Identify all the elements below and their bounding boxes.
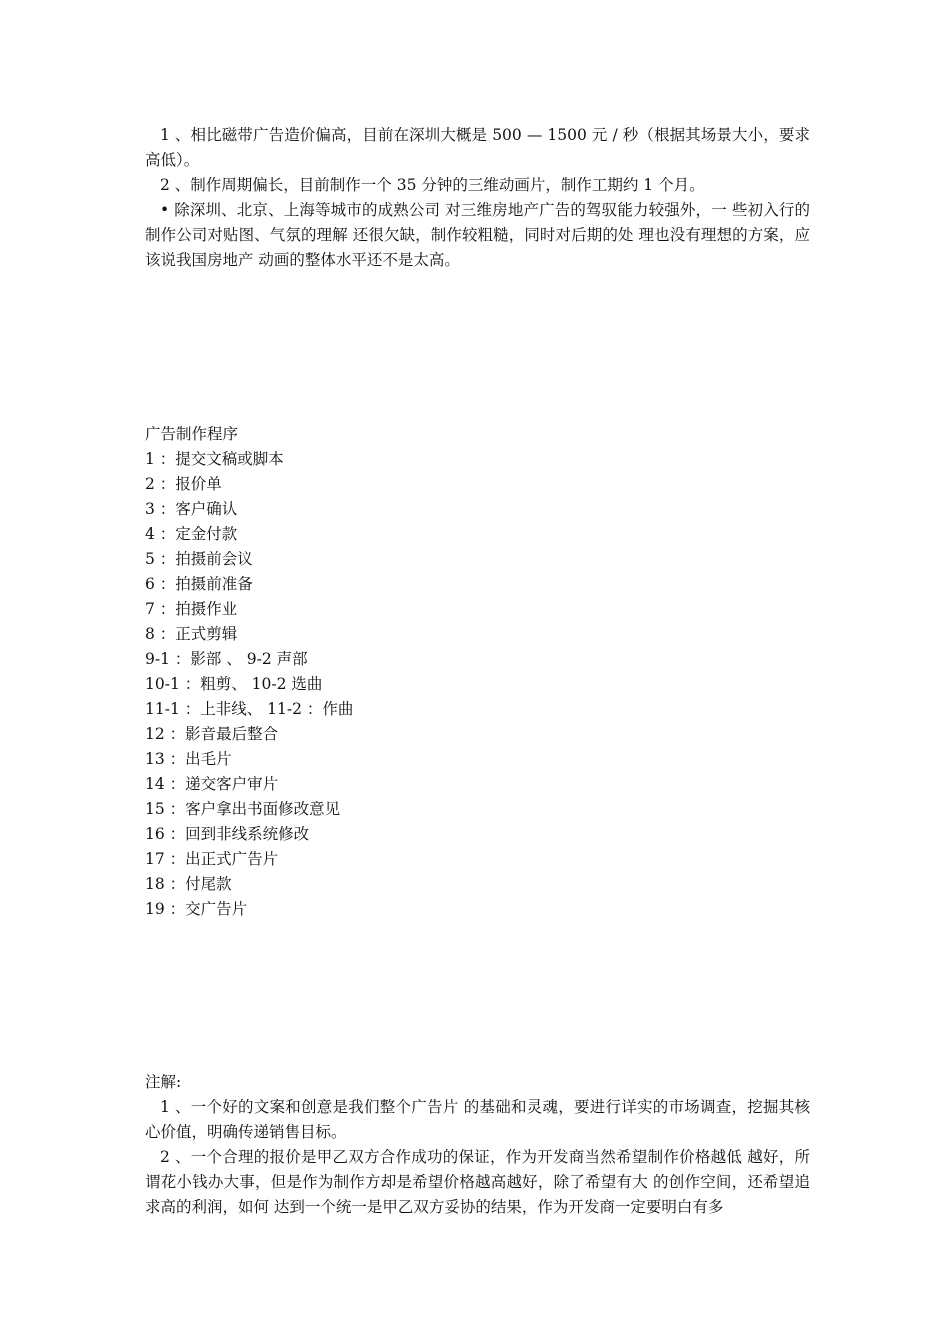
procedure-step: 13 ：出毛片 (145, 750, 232, 768)
procedure-step: 2 ：报价单 (145, 475, 222, 493)
procedure-step: 7 ：拍摄作业 (145, 600, 238, 618)
procedure-step: 4 ：定金付款 (145, 525, 238, 543)
procedure-step: 17 ：出正式广告片 (145, 850, 279, 868)
procedure-step: 11-1 ：上非线、 11-2 ：作曲 (145, 700, 354, 718)
procedure-step: 16 ：回到非线系统修改 (145, 825, 310, 843)
intro-paragraph-3: • 除深圳、北京、上海等城市的成熟公司 对三维房地产广告的驾驭能力较强外，一 些初入行的制作公司对贴图、气氛的理解 还很欠缺，制作较粗糙，同时对后期的处 理也没有理想的方案，应该说我国房地产 动画的整体水平还不是太高。 (145, 201, 810, 269)
procedure-step: 9-1 ：影部 、 9-2 声部 (145, 650, 308, 668)
procedure-step: 10-1 ：粗剪、 10-2 选曲 (145, 675, 323, 693)
notes-paragraph-2: 2 、一个合理的报价是甲乙双方合作成功的保证，作为开发商当然希望制作价格越低 越好，所谓花小钱办大事，但是作为制作方却是希望价格越高越好，除了希望有大 的创作空间，还希望追求高的利润，如何 达到一个统一是甲乙双方妥协的结果，作为开发商一定要明白有多 (145, 1148, 810, 1216)
notes-section (145, 1070, 810, 1220)
procedure-step: 8 ：正式剪辑 (145, 625, 238, 643)
procedure-step: 14 ：递交客户审片 (145, 775, 279, 793)
notes-title: 注解: (145, 1073, 182, 1091)
intro-section (145, 123, 810, 273)
procedure-section (145, 422, 810, 922)
procedure-title: 广告制作程序 (145, 425, 239, 443)
procedure-step: 18 ：付尾款 (145, 875, 232, 893)
procedure-step: 1 ：提交文稿或脚本 (145, 450, 284, 468)
intro-paragraph-2: 2 、制作周期偏长，目前制作一个 35 分钟的三维动画片，制作工期约 1 个月。 (160, 176, 705, 194)
procedure-step: 12 ：影音最后整合 (145, 725, 279, 743)
procedure-step: 3 ：客户确认 (145, 500, 238, 518)
procedure-step: 19 ：交广告片 (145, 900, 248, 918)
procedure-step: 15 ：客户拿出书面修改意见 (145, 800, 341, 818)
notes-paragraph-1: 1 、一个好的文案和创意是我们整个广告片 的基础和灵魂，要进行详实的市场调查，挖掘其核心价值，明确传递销售目标。 (145, 1098, 810, 1141)
procedure-step: 5 ：拍摄前会议 (145, 550, 253, 568)
procedure-step: 6 ：拍摄前准备 (145, 575, 253, 593)
intro-paragraph-1: 1 、相比磁带广告造价偏高，目前在深圳大概是 500 — 1500 元 / 秒（根据其场景大小，要求高低）。 (145, 126, 810, 169)
